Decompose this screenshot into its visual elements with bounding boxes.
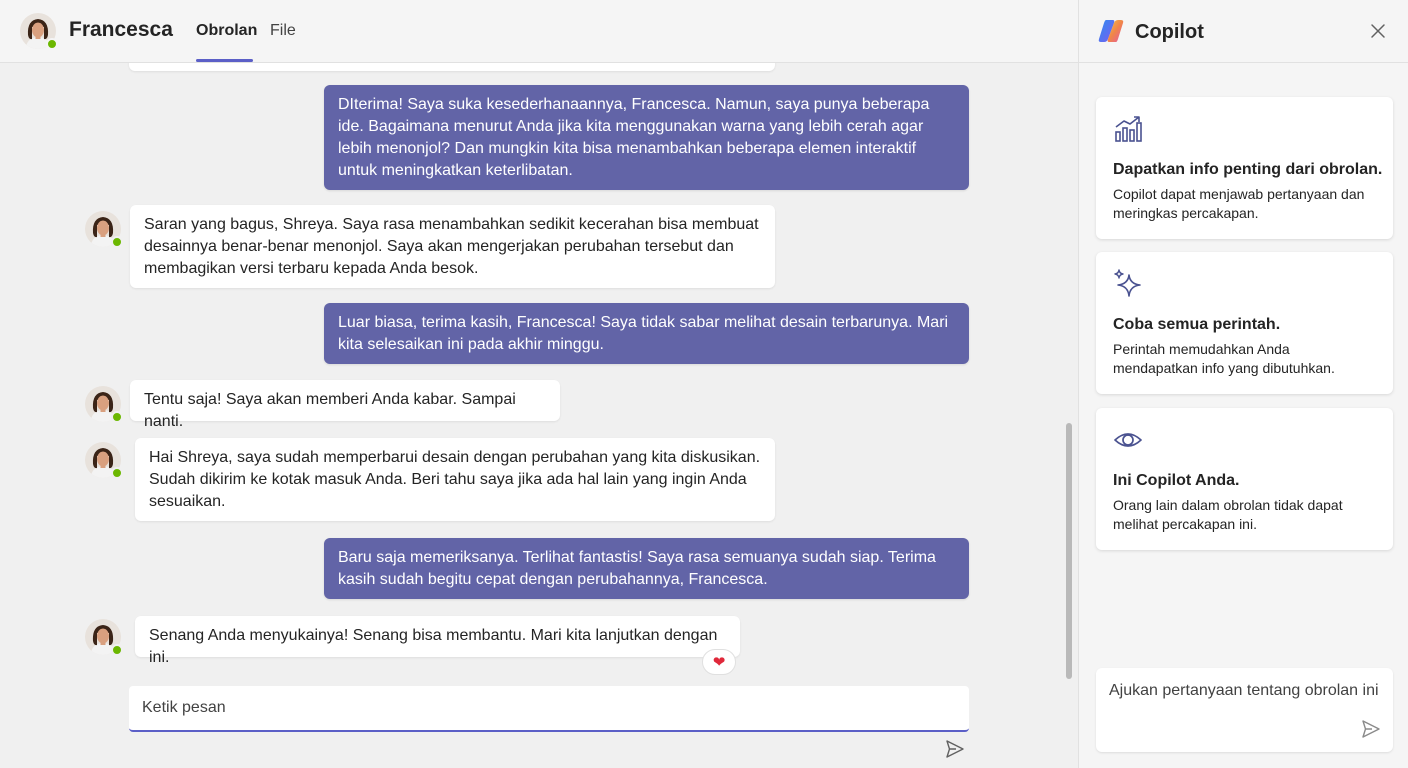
copilot-card-prompts[interactable] [1096,252,1393,394]
presence-available-icon [46,38,58,50]
card-description: Perintah memudahkan Anda mendapatkan info yang dibutuhkan. [1113,341,1335,376]
copilot-card-privacy[interactable] [1096,408,1393,550]
active-tab-indicator [196,59,253,62]
presence-available-icon [111,644,123,656]
tab-chat[interactable]: Obrolan [196,22,258,39]
sender-avatar[interactable] [85,386,121,422]
tab-files[interactable]: File [270,22,296,39]
chat-header [0,0,1078,63]
presence-available-icon [111,411,123,423]
message-bubble-outgoing[interactable]: DIterima! Saya suka kesederhanaannya, Francesca. Namun, saya punya beberapa ide. Bagaimana menurut Anda jika kita menggunakan warna yang lebih cerah agar lebih menonjol? Dan mungkin kita bisa menambahkan beberapa elemen interaktif untuk meningkatkan keterlibatan. [324,85,969,190]
close-icon[interactable] [1369,22,1387,40]
copilot-ask-input[interactable] [1096,668,1393,752]
send-icon[interactable] [945,739,965,759]
card-description: Copilot dapat menjawab pertanyaan dan meringkas percakapan. [1113,186,1365,221]
presence-available-icon [111,236,123,248]
message-bubble-incoming[interactable]: Hai Shreya, saya sudah memperbarui desain dengan perubahan yang kita diskusikan. Sudah dikirim ke kotak masuk Anda. Beri tahu saya jika ada hal lain yang ingin Anda sesuaikan. [135,438,775,521]
contact-avatar[interactable] [20,13,56,49]
card-title: Ini Copilot Anda. [1113,472,1240,489]
message-bubble-incoming[interactable]: Saran yang bagus, Shreya. Saya rasa menambahkan sedikit kecerahan bisa membuat desainnya benar-benar menonjol. Saya akan mengerjakan perubahan tersebut dan membagikan versi terbaru kepada Anda besok. [130,205,775,288]
card-title: Coba semua perintah. [1113,316,1281,333]
send-icon[interactable] [1361,719,1381,739]
ask-input-placeholder: Ajukan pertanyaan tentang obrolan ini [1109,682,1379,699]
message-bubble-outgoing[interactable]: Luar biasa, terima kasih, Francesca! Saya tidak sabar melihat desain terbarunya. Mari kita selesaikan ini pada akhir minggu. [324,303,969,364]
chart-icon [1113,114,1143,144]
copilot-header [1079,0,1408,63]
message-input[interactable] [129,686,969,732]
message-bubble-incoming[interactable]: Tentu saja! Saya akan memberi Anda kabar. Sampai nanti. [130,380,560,421]
message-bubble-incoming[interactable]: Senang Anda menyukainya! Senang bisa membantu. Mari kita lanjutkan dengan ini. [135,616,740,657]
heart-reaction-icon[interactable]: ❤ [702,649,736,675]
presence-available-icon [111,467,123,479]
previous-message-bubble [129,63,775,71]
message-list [0,63,1078,768]
message-input-placeholder: Ketik pesan [142,699,226,716]
eye-icon [1113,425,1143,455]
sender-avatar[interactable] [85,442,121,478]
copilot-panel [1078,0,1408,768]
copilot-card-insights[interactable] [1096,97,1393,239]
sparkle-icon [1113,269,1143,299]
sender-avatar[interactable] [85,211,121,247]
card-title: Dapatkan info penting dari obrolan. [1113,161,1383,178]
copilot-title: Copilot [1135,21,1204,43]
chat-scrollbar[interactable] [1066,423,1072,679]
card-description: Orang lain dalam obrolan tidak dapat melihat percakapan ini. [1113,497,1343,532]
contact-name[interactable]: Francesca [69,18,173,41]
sender-avatar[interactable] [85,619,121,655]
copilot-logo-icon [1097,17,1125,45]
message-bubble-outgoing[interactable]: Baru saja memeriksanya. Terlihat fantastis! Saya rasa semuanya sudah siap. Terima kasih sudah begitu cepat dengan perubahannya, Francesca. [324,538,969,599]
